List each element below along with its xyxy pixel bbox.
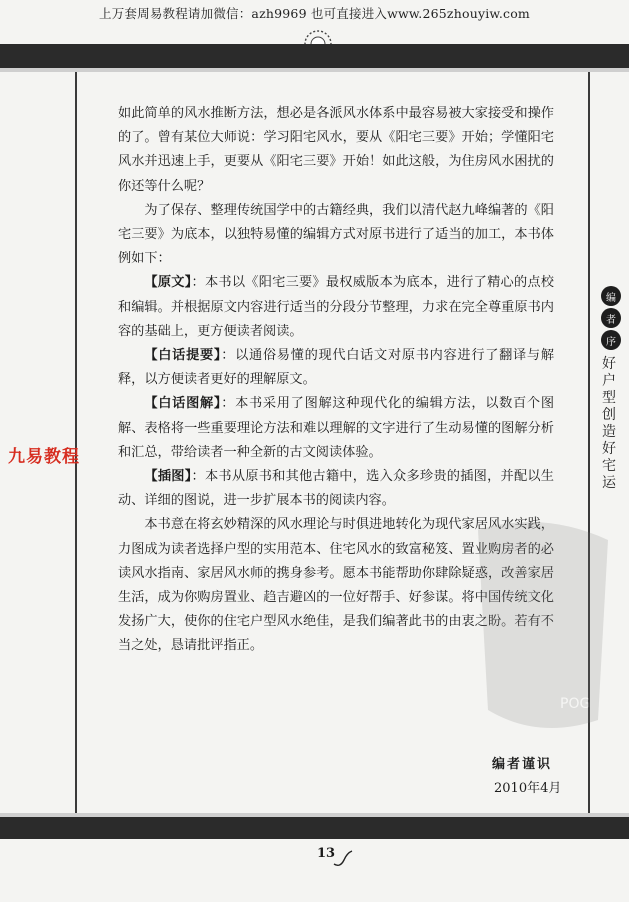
item-text: ：以通俗易懂的现代白话文对原书内容进行了翻译与解释，以方便读者更好的理解原文。 xyxy=(118,348,555,388)
item-tag: 【白话图解】 xyxy=(144,396,222,412)
item-tag: 【插图】 xyxy=(144,469,192,485)
item-diagram xyxy=(118,392,554,465)
stamp-text: POG xyxy=(560,696,591,712)
item-text: ：本书从原书和其他古籍中，选入众多珍贵的插图，并配以生动、详细的图说，进一步扩展本书的阅读内容。 xyxy=(118,469,554,509)
page-number: 13 xyxy=(317,846,336,861)
section-badge: 编 xyxy=(601,286,621,306)
side-brand-watermark: 九易教程 xyxy=(8,447,80,467)
top-watermark-text: 上万套周易教程请加微信：azh9969 也可直接进入www.265zhouyiw.com xyxy=(99,6,530,21)
item-original xyxy=(118,271,554,344)
signature-author: 编者谨识 xyxy=(492,757,553,772)
item-text: ：本书采用了图解这种现代化的编辑方法，以数百个图解、表格将一些重要理论方法和难以理解的文字进行了生动易懂的图解分析和汇总，带给读者一种全新的古文阅读体验。 xyxy=(118,396,555,460)
item-summary xyxy=(118,344,554,392)
section-badge: 序 xyxy=(601,330,621,350)
side-section-label xyxy=(599,286,625,492)
bottom-band xyxy=(0,817,629,839)
item-tag: 【白话提要】 xyxy=(144,348,222,364)
page-flourish-icon xyxy=(332,848,354,868)
top-band xyxy=(0,44,629,68)
item-illustration xyxy=(118,465,554,513)
vertical-book-title: 好户型创造好宅运 xyxy=(602,356,616,491)
paragraph-1: 如此简单的风水推断方法，想必是各派风水体系中最容易被大家接受和操作的了。曾有某位大师说：学习阳宅风水，要从《阳宅三要》开始；学懂阳宅风水并迅速上手，更要从《阳宅三要》开始！如此这般，为住房风水困扰的你还等什么呢？ xyxy=(118,106,554,194)
item-tag: 【原文】 xyxy=(144,275,192,291)
stamp-watermark-icon xyxy=(468,510,618,740)
signature-date: 2010年4月 xyxy=(494,781,562,796)
paragraph-2: 为了保存、整理传统国学中的古籍经典，我们以清代赵九峰编著的《阳宅三要》为底本，以独特易懂的编辑方式对原书进行了适当的加工，本书体例如下： xyxy=(118,202,554,267)
paragraph-last: 本书意在将玄妙精深的风水理论与时俱进地转化为现代家居风水实践，力图成为读者选择户型的实用范本、住宅风水的致富秘笈、置业购房者的必读风水指南、家居风水师的携身参考。愿本书能帮助你肆除疑惑，改善家居生活，成为你购房置业、趋吉避凶的一位好帮手、好参谋。将中国传统文化发扬广大，使你的住宅户型风水绝佳，是我们编著此书的由衷之盼。若有不当之处，恳请批评指正。 xyxy=(118,517,554,654)
section-badge: 者 xyxy=(601,308,621,328)
item-text: ：本书以《阳宅三要》最权威版本为底本，进行了精心的点校和编辑。并根据原文内容进行适当的分段分节整理，力求在完全尊重原书内容的基础上，更方便读者阅读。 xyxy=(118,275,554,339)
